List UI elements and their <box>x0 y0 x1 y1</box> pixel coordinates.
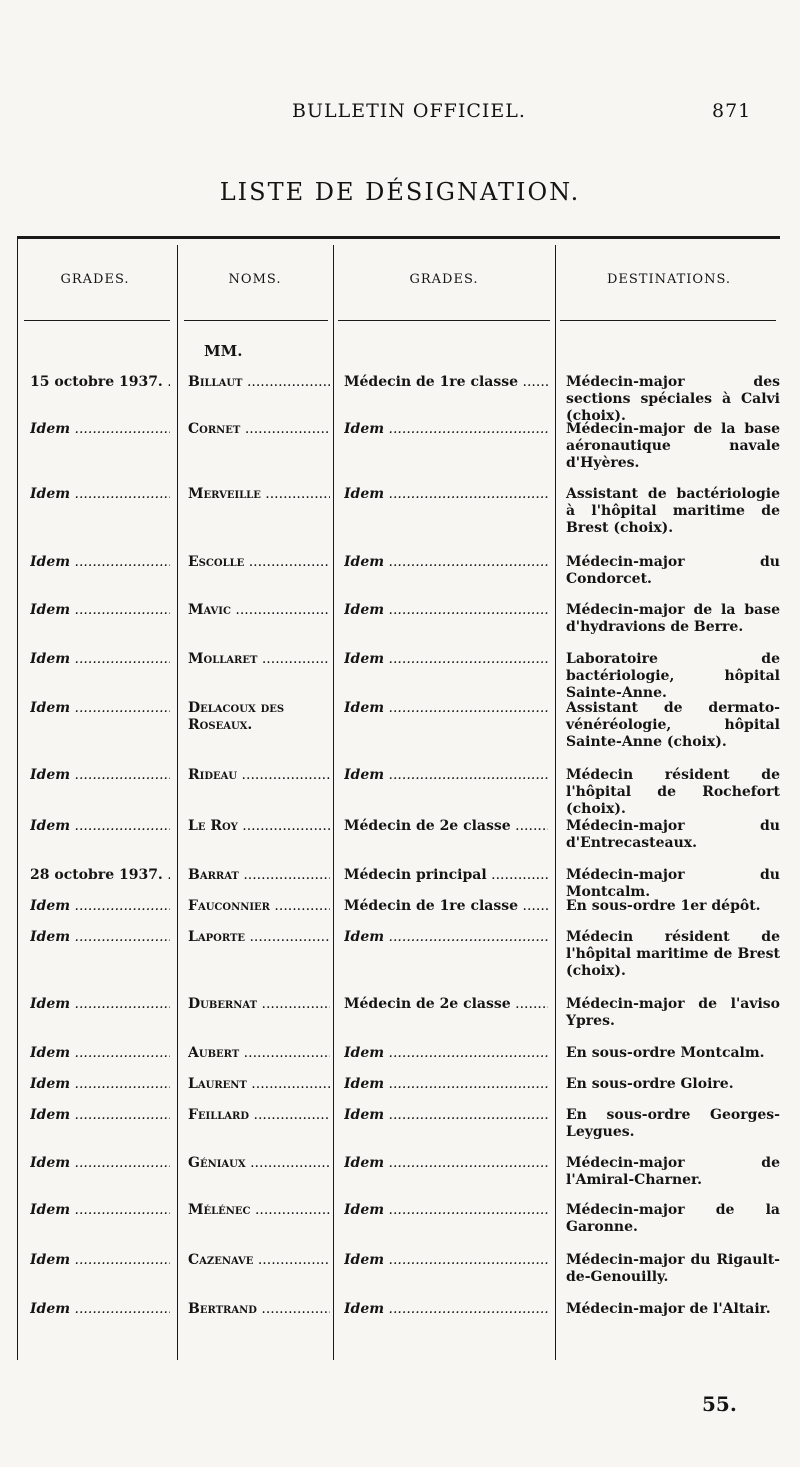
destination-cell: En sous-ordre 1er dépôt. <box>566 898 761 914</box>
name-cell: Mavic ..... <box>188 602 330 619</box>
grade-cell: Médecin principal ..... <box>344 867 548 884</box>
date-cell: Idem ..... <box>30 1301 170 1318</box>
grade-cell: Idem ..... <box>344 1107 548 1124</box>
name-cell: Billaut ..... <box>188 374 330 391</box>
destination-cell: En sous-ordre Gloire. <box>566 1076 734 1092</box>
date-cell: Idem ..... <box>30 1107 170 1124</box>
date-cell: 28 octobre 1937. ..... <box>30 867 170 884</box>
date-cell: Idem ..... <box>30 486 170 503</box>
grade-cell: Idem ..... <box>344 929 548 946</box>
date-cell: Idem ..... <box>30 929 170 946</box>
grade-cell: Médecin de 1re classe ..... <box>344 898 548 915</box>
grade-cell: Idem ..... <box>344 767 548 784</box>
header-rule <box>24 320 170 321</box>
header-rule <box>338 320 550 321</box>
name-cell: Dubernat ..... <box>188 996 330 1013</box>
destination-cell: Médecin-major du Montcalm. <box>566 867 780 900</box>
grade-cell: Médecin de 2e classe ..... <box>344 996 548 1013</box>
date-cell: Idem ..... <box>30 1076 170 1093</box>
column-header-grades-2: GRADES. <box>409 272 479 287</box>
name-cell: Mollaret ..... <box>188 651 330 668</box>
name-cell: Feillard ..... <box>188 1107 330 1124</box>
name-cell: Aubert ..... <box>188 1045 330 1062</box>
grade-cell: Médecin de 1re classe ..... <box>344 374 548 391</box>
destination-cell: En sous-ordre Montcalm. <box>566 1045 765 1061</box>
destination-cell: Assistant de bactériologie à l'hôpital maritime de Brest (choix). <box>566 486 780 536</box>
signature-mark: 55. <box>702 1392 737 1416</box>
name-cell: Bertrand ..... <box>188 1301 330 1318</box>
name-cell: Rideau ..... <box>188 767 330 784</box>
destination-cell: Laboratoire de bactériologie, hôpital Sainte-Anne. <box>566 651 780 701</box>
name-cell: Laurent ..... <box>188 1076 330 1093</box>
name-cell: Barrat ..... <box>188 867 330 884</box>
column-divider-3 <box>555 245 556 1360</box>
name-cell: Cornet ..... <box>188 421 330 438</box>
destination-cell: Médecin résident de l'hôpital maritime de Brest (choix). <box>566 929 780 979</box>
name-cell: Laporte ..... <box>188 929 330 946</box>
destination-cell: Médecin-major de l'aviso Ypres. <box>566 996 780 1029</box>
destination-cell: Médecin-major de l'Altair. <box>566 1301 771 1317</box>
date-cell: Idem ..... <box>30 1202 170 1219</box>
destination-cell: Médecin-major de l'Amiral-Charner. <box>566 1155 780 1188</box>
grade-cell: Idem ..... <box>344 1202 548 1219</box>
destination-cell: En sous-ordre Georges-Leygues. <box>566 1107 780 1140</box>
name-cell: Fauconnier ..... <box>188 898 330 915</box>
running-title: BULLETIN OFFICIEL. <box>292 100 526 122</box>
name-cell: Cazenave ..... <box>188 1252 330 1269</box>
destination-cell: Médecin-major des sections spéciales à Calvi (choix). <box>566 374 780 424</box>
name-cell: Escolle ..... <box>188 554 330 571</box>
grade-cell: Idem ..... <box>344 554 548 571</box>
column-divider-1 <box>177 245 178 1360</box>
grade-cell: Idem ..... <box>344 700 548 717</box>
destination-cell: Médecin-major de la Garonne. <box>566 1202 780 1235</box>
mm-label: MM. <box>204 342 243 360</box>
date-cell: Idem ..... <box>30 421 170 438</box>
grade-cell: Idem ..... <box>344 651 548 668</box>
header-rule <box>560 320 776 321</box>
table-left-rule <box>17 236 18 1360</box>
running-header <box>0 100 800 130</box>
grade-cell: Idem ..... <box>344 1076 548 1093</box>
table-top-rule <box>17 236 780 239</box>
date-cell: Idem ..... <box>30 1155 170 1172</box>
destination-cell: Médecin-major du Condorcet. <box>566 554 780 587</box>
grade-cell: Médecin de 2e classe ..... <box>344 818 548 835</box>
grade-cell: Idem ..... <box>344 1155 548 1172</box>
destination-cell: Médecin-major du Rigault-de-Genouilly. <box>566 1252 780 1285</box>
date-cell: Idem ..... <box>30 554 170 571</box>
date-cell: Idem ..... <box>30 1045 170 1062</box>
destination-cell: Médecin-major de la base aéronautique navale d'Hyères. <box>566 421 780 471</box>
column-header-noms: NOMS. <box>228 272 282 287</box>
date-cell: Idem ..... <box>30 818 170 835</box>
date-cell: Idem ..... <box>30 996 170 1013</box>
destination-cell: Assistant de dermato-vénéréologie, hôpital Sainte-Anne (choix). <box>566 700 780 750</box>
destination-cell: Médecin-major de la base d'hydravions de Berre. <box>566 602 780 635</box>
page-number: 871 <box>712 100 752 122</box>
date-cell: Idem ..... <box>30 700 170 717</box>
column-header-destinations: DESTINATIONS. <box>606 272 732 287</box>
column-divider-2 <box>333 245 334 1360</box>
date-cell: Idem ..... <box>30 767 170 784</box>
header-rule <box>184 320 328 321</box>
name-cell: Le Roy ..... <box>188 818 330 835</box>
date-cell: 15 octobre 1937. ..... <box>30 374 170 391</box>
grade-cell: Idem ..... <box>344 1045 548 1062</box>
name-cell: Géniaux ..... <box>188 1155 330 1172</box>
grade-cell: Idem ..... <box>344 421 548 438</box>
column-header-grades: GRADES. <box>60 272 130 287</box>
grade-cell: Idem ..... <box>344 486 548 503</box>
destination-cell: Médecin-major du d'Entrecasteaux. <box>566 818 780 851</box>
grade-cell: Idem ..... <box>344 602 548 619</box>
name-cell: Mélénec ..... <box>188 1202 330 1219</box>
destination-cell: Médecin résident de l'hôpital de Rochefort (choix). <box>566 767 780 817</box>
document-title: LISTE DE DÉSIGNATION. <box>219 178 581 206</box>
grade-cell: Idem ..... <box>344 1301 548 1318</box>
date-cell: Idem ..... <box>30 651 170 668</box>
date-cell: Idem ..... <box>30 898 170 915</box>
name-cell: Delacoux des Roseaux. <box>188 700 285 733</box>
date-cell: Idem ..... <box>30 1252 170 1269</box>
name-cell: Merveille ..... <box>188 486 330 503</box>
grade-cell: Idem ..... <box>344 1252 548 1269</box>
date-cell: Idem ..... <box>30 602 170 619</box>
